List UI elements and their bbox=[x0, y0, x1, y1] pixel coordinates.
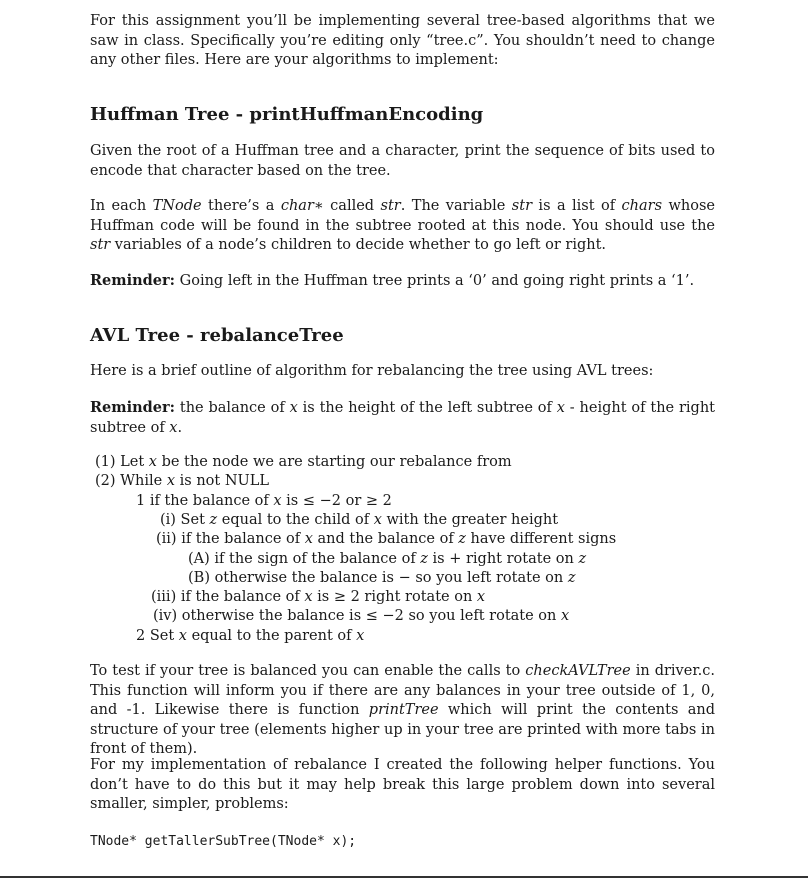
step-ii: (ii) if the balance of 𝑥 and the balance of 𝑧 have different signs bbox=[156, 531, 617, 547]
step-iii: (iii) if the balance of 𝑥 is ≥ 2 right rotate on 𝑥 bbox=[151, 589, 486, 605]
code-snippet: TNode* getTallerSubTree(TNode* x); bbox=[90, 834, 357, 849]
avl-helper-paragraph: For my implementation of rebalance I created the following helper functions. You don’t have to do this but it may help break this large problem down into several smaller, simpler, problems: bbox=[90, 757, 715, 812]
page-bottom-border bbox=[0, 876, 808, 878]
step-2-2: 2 Set 𝑥 equal to the parent of 𝑥 bbox=[136, 628, 365, 644]
intro-paragraph: For this assignment you’ll be implementing several tree-based algorithms that we saw in class. Specifically you’re editing only “tree.c”. You shouldn’t need to change any other files. Here are your algorithms to implement: bbox=[90, 13, 715, 68]
avl-heading: AVL Tree - rebalanceTree bbox=[90, 325, 344, 346]
huffman-paragraph-2: In each TNode there’s a char∗ called str. The variable str is a list of chars whose Huffman code will be found in the subtree rooted at this node. You should use the str variables of a node’s children to decide whether to go left or right. bbox=[90, 198, 715, 253]
step-1: (1) Let 𝑥 be the node we are starting our rebalance from bbox=[95, 454, 512, 470]
step-2-1: 1 if the balance of 𝑥 is ≤ −2 or ≥ 2 bbox=[136, 493, 392, 509]
avl-reminder: Reminder: the balance of x is the height of the left subtree of x - height of the right subtree of x. bbox=[90, 399, 716, 436]
avl-test-paragraph: To test if your tree is balanced you can enable the calls to checkAVLTree in driver.c. This function will inform you if there are any balances in your tree outside of 1, 0, and -1. Likewise there is function printTree which will print the contents and structure of your tree (elements higher up in your tree are printed with more tabs in front of them). bbox=[90, 663, 716, 757]
step-B: (B) otherwise the balance is − so you left rotate on 𝑧 bbox=[188, 570, 576, 586]
huffman-paragraph-1: Given the root of a Huffman tree and a character, print the sequence of bits used to encode that character based on the tree. bbox=[90, 143, 715, 179]
step-2: (2) While 𝑥 is not NULL bbox=[95, 473, 269, 489]
step-i: (i) Set 𝑧 equal to the child of 𝑥 with the greater height bbox=[160, 512, 559, 528]
step-iv: (iv) otherwise the balance is ≤ −2 so you left rotate on 𝑥 bbox=[153, 608, 570, 624]
huffman-reminder: Reminder: Going left in the Huffman tree prints a ‘0’ and going right prints a ‘1’. bbox=[90, 272, 695, 289]
avl-intro: Here is a brief outline of algorithm for rebalancing the tree using AVL trees: bbox=[90, 363, 654, 379]
huffman-heading: Huffman Tree - printHuffmanEncoding bbox=[90, 104, 484, 125]
step-A: (A) if the sign of the balance of 𝑧 is + right rotate on 𝑧 bbox=[188, 551, 587, 567]
